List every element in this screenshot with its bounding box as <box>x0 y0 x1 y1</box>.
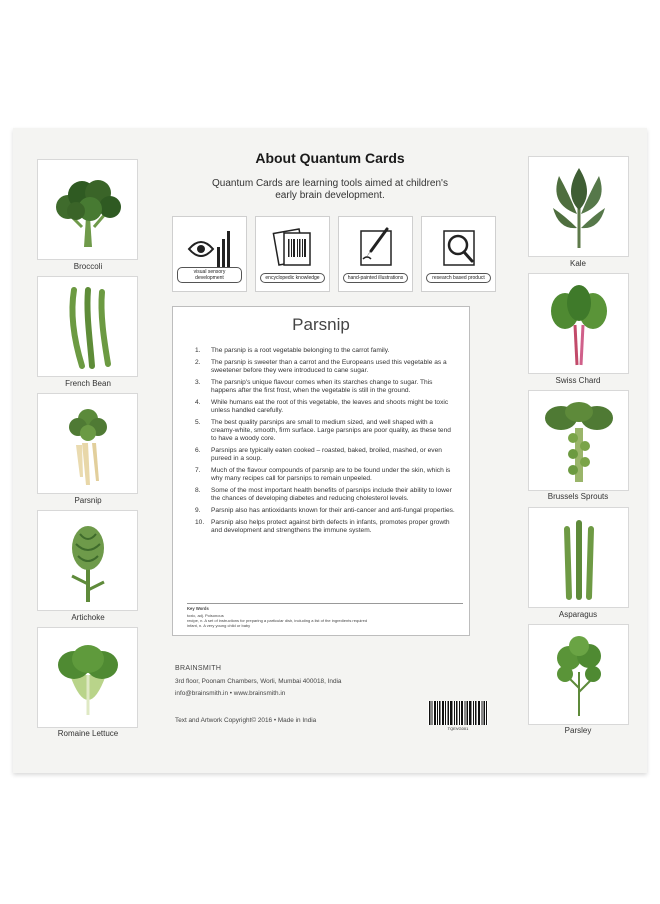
fact-text: Much of the flavour compounds of parsnip are to be found under the skin, which is why many recipes call for parsnips to remain unpeeled. <box>211 467 451 482</box>
feature-research-based <box>421 216 496 292</box>
keyword-entry: toxic, adj. Poisonous <box>187 613 224 618</box>
keywords-divider <box>187 603 463 604</box>
fact-number: 5. <box>195 419 201 426</box>
fact-item <box>195 379 457 395</box>
page-title: About Quantum Cards <box>255 150 405 166</box>
feature-label: visual sensory development <box>177 267 242 283</box>
card-title: Parsnip <box>292 315 350 334</box>
asparagus-icon <box>539 515 619 601</box>
parsnip-info-card <box>172 306 470 636</box>
feature-label: hand-painted illustrations <box>343 273 408 283</box>
magnifier-icon <box>436 225 482 269</box>
vegetable-label-broccoli: Broccoli <box>73 262 103 271</box>
vegetable-card-kale <box>528 156 629 257</box>
fact-item <box>195 419 457 443</box>
feature-encyclopedic <box>255 216 330 292</box>
vegetable-label-brussels-sprouts: Brussels Sprouts <box>547 492 609 501</box>
vegetable-label-romaine-lettuce: Romaine Lettuce <box>57 729 119 738</box>
eye-bars-icon <box>187 225 233 269</box>
vegetable-card-french-bean <box>37 276 138 377</box>
company-address: 3rd floor, Poonam Chambers, Worli, Mumbai 400018, India <box>175 678 342 685</box>
vegetable-card-swiss-chard <box>528 273 629 374</box>
fact-list <box>195 347 457 539</box>
fact-item <box>195 447 457 463</box>
vegetable-card-brussels-sprouts <box>528 390 629 491</box>
fact-number: 6. <box>195 447 201 454</box>
vegetable-label-asparagus: Asparagus <box>558 610 598 619</box>
feature-hand-painted <box>338 216 413 292</box>
barcode-number: TQEVG001 <box>447 726 469 731</box>
vegetable-label-swiss-chard: Swiss Chard <box>555 376 601 385</box>
vegetable-label-parsley: Parsley <box>564 726 592 735</box>
vegetable-card-parsnip <box>37 393 138 494</box>
barcode-icon <box>428 701 488 725</box>
fact-text: The parsnip's unique flavour comes when its starches change to sugar. This happens after the first frost, when the vegetable is still in the ground. <box>211 379 433 394</box>
fact-text: The best quality parsnips are small to medium sized, and well shaped with a creamy-white, smooth, firm surface. Large parsnips are poor quality, as these tend to have a woody core. <box>211 419 451 442</box>
fact-number: 7. <box>195 467 201 474</box>
vegetable-label-parsnip: Parsnip <box>74 496 102 505</box>
fact-number: 1. <box>195 347 201 354</box>
vegetable-card-artichoke <box>37 510 138 611</box>
vegetable-label-kale: Kale <box>569 259 586 268</box>
fact-number: 2. <box>195 359 201 366</box>
fact-item <box>195 347 457 355</box>
fact-item <box>195 507 457 515</box>
feature-label: research based product <box>426 273 491 283</box>
fact-item <box>195 519 457 535</box>
fact-text: Parsnips are typically eaten cooked – roasted, baked, broiled, mashed, or even pureed in a soup. <box>211 447 442 462</box>
broccoli-icon <box>48 167 128 253</box>
vegetable-label-french-bean: French Bean <box>65 379 111 388</box>
page-subtitle: Quantum Cards are learning tools aimed at children's early brain development. <box>212 178 448 201</box>
feature-label: encyclopedic knowledge <box>260 273 325 283</box>
keyword-entry: recipe, n. A set of instructions for preparing a particular dish, including a list of the ingredients required <box>187 618 368 623</box>
barcode-cards-icon <box>270 225 316 269</box>
artichoke-icon <box>48 518 128 604</box>
kale-icon <box>539 164 619 250</box>
parsley-icon <box>539 632 619 718</box>
fact-number: 10. <box>195 519 205 526</box>
keywords-heading: Key Words <box>187 606 209 611</box>
company-name: BRAINSMITH <box>175 665 222 672</box>
fact-text: Parsnip also has antioxidants known for their anti-cancer and anti-fungal properties. <box>211 507 455 514</box>
fact-number: 9. <box>195 507 201 514</box>
swiss-chard-icon <box>539 281 619 367</box>
vegetable-card-broccoli <box>37 159 138 260</box>
fact-item <box>195 487 457 503</box>
fact-item <box>195 359 457 375</box>
company-contact: info@brainsmith.in • www.brainsmith.in <box>175 690 286 697</box>
feature-visual-sensory <box>172 216 247 292</box>
keyword-entry: infant, n. A very young child or baby <box>187 623 251 628</box>
fact-number: 8. <box>195 487 201 494</box>
parsnip-icon <box>48 401 128 487</box>
fact-text: Some of the most important health benefits of parsnips include their ability to lower the chances of developing diabetes and reducing cholesterol levels. <box>211 487 452 502</box>
fact-item <box>195 399 457 415</box>
fact-number: 4. <box>195 399 201 406</box>
vegetable-label-artichoke: Artichoke <box>71 613 105 622</box>
romaine-lettuce-icon <box>48 635 128 721</box>
fact-text: The parsnip is a root vegetable belonging to the carrot family. <box>211 347 390 354</box>
brussels-sprouts-icon <box>539 398 619 484</box>
fact-number: 3. <box>195 379 201 386</box>
vegetable-card-romaine-lettuce <box>37 627 138 728</box>
fact-text: Parsnip also helps protect against birth defects in infants, promotes proper growth and development and strengthens the immune system. <box>211 519 450 534</box>
paintbrush-icon <box>353 225 399 269</box>
keywords-section <box>187 606 457 628</box>
fact-item <box>195 467 457 483</box>
copyright-text: Text and Artwork Copyright© 2016 • Made in India <box>175 717 317 724</box>
vegetable-card-parsley <box>528 624 629 725</box>
fact-text: The parsnip is sweeter than a carrot and the Europeans used this vegetable as a sweetener before they were introduced to cane sugar. <box>211 359 447 374</box>
vegetable-card-asparagus <box>528 507 629 608</box>
fact-text: While humans eat the root of this vegetable, the leaves and shoots might be toxic unless handled carefully. <box>211 399 449 414</box>
french-bean-icon <box>48 284 128 370</box>
